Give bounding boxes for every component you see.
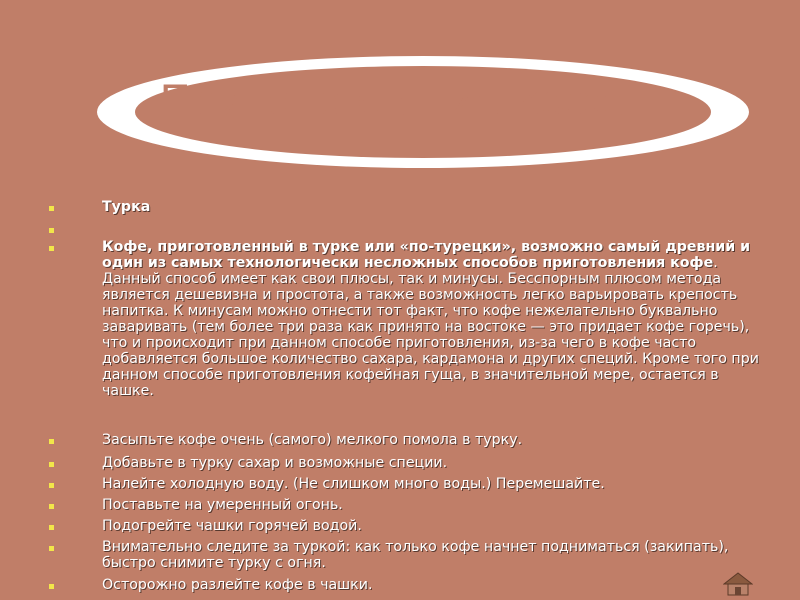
bullet-marker xyxy=(49,546,54,551)
heading-turka: Турка xyxy=(102,199,151,215)
bullet-marker xyxy=(49,439,54,444)
intro-rest-text: . Данный способ имеет как свои плюсы, так и минусы. Бесспорным плюсом метода является дешевизна и простота, а также возможность легко варьировать крепость напитка. К минусам можно отнести тот факт, что кофе нежелательно буквально заваривать (тем более три раза как принято на востоке — это придает кофе горечь), что и происходит при данном способе приготовления, из-за чего в кофе часто добавляется большое количество сахара, кардамона и других специй. Кроме того при данном способе приготовления кофейная гуща, в значительной мере, остается в чашке. xyxy=(102,255,759,399)
home-icon[interactable] xyxy=(723,572,753,596)
bullet-marker xyxy=(49,246,54,251)
bullet-marker xyxy=(49,228,54,233)
step-item: Добавьте в турку сахар и возможные специи. xyxy=(102,455,448,471)
slide-title: Приготовление кофе. xyxy=(159,76,641,125)
step-item: Поставьте на умеренный огонь. xyxy=(102,497,343,513)
step-item: Подогрейте чашки горячей водой. xyxy=(102,518,362,534)
bullet-marker xyxy=(49,504,54,509)
bullet-marker xyxy=(49,525,54,530)
step-item: Внимательно следите за туркой: как только кофе начнет подниматься (закипать), быстро снимите турку с огня. xyxy=(102,539,729,571)
bullet-marker xyxy=(49,483,54,488)
bullet-marker xyxy=(49,206,54,211)
step-item: Осторожно разлейте кофе в чашки. xyxy=(102,577,373,593)
bullet-marker xyxy=(49,462,54,467)
step-item: Засыпьте кофе очень (самого) мелкого помола в турку. xyxy=(102,432,523,448)
bullet-marker xyxy=(49,584,54,589)
intro-bold-text: Кофе, приготовленный в турке или «по-турецки», возможно самый древний и один из самых технологически несложных способов приготовления кофе xyxy=(102,239,751,271)
step-item: Налейте холодную воду. (Не слишком много воды.) Перемешайте. xyxy=(102,476,605,492)
intro-paragraph xyxy=(102,239,762,399)
